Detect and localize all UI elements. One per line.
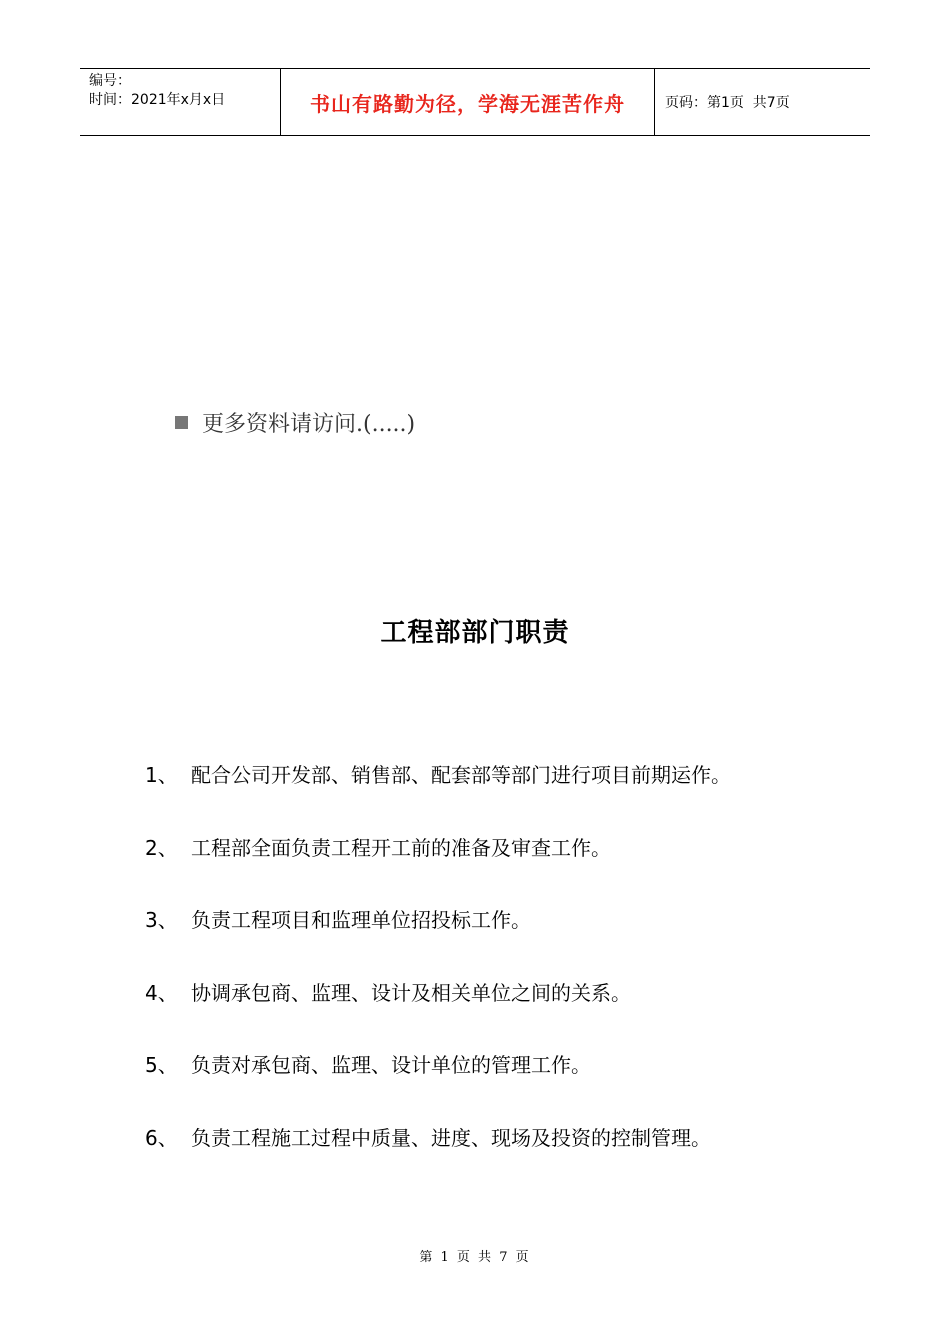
list-item-text: 负责对承包商、监理、设计单位的管理工作。 [191, 1053, 591, 1077]
list-item-number: 6、 [145, 1125, 178, 1150]
list-item [145, 978, 731, 1051]
list-item-number: 3、 [145, 908, 178, 932]
page-info-text: 页码：第1页 共7页 [665, 95, 790, 111]
list-item-text: 协调承包商、监理、设计及相关单位之间的关系。 [191, 980, 631, 1005]
notice-text: 更多资料请访问.(.....) [202, 412, 416, 437]
list-item-number: 5、 [145, 1053, 178, 1077]
time-label: 时间：2021年x月x日 [89, 92, 226, 108]
page-footer: 第 1 页 共 7 页 [419, 1250, 531, 1265]
list-item-number: 1、 [145, 763, 178, 787]
header-page-info [655, 69, 870, 135]
page-header [80, 68, 870, 136]
list-item-text: 负责工程项目和监理单位招投标工作。 [191, 908, 531, 932]
list-item [145, 833, 731, 906]
list-item-number: 2、 [145, 835, 178, 860]
list-item-text: 配合公司开发部、销售部、配套部等部门进行项目前期运作。 [191, 763, 731, 787]
list-item-text: 负责工程施工过程中质量、进度、现场及投资的控制管理。 [191, 1125, 711, 1150]
header-motto: 书山有路勤为径，学海无涯苦作舟 [281, 69, 655, 135]
list-item-text: 工程部全面负责工程开工前的准备及审查工作。 [191, 835, 611, 860]
serial-label: 编号： [89, 73, 131, 89]
list-item [145, 905, 731, 978]
list-item [145, 1050, 731, 1123]
more-info-notice [175, 407, 415, 438]
list-item [145, 1123, 731, 1196]
document-title: 工程部部门职责 [380, 618, 570, 648]
square-bullet-icon [175, 416, 188, 429]
header-meta [80, 69, 281, 135]
list-item [145, 760, 731, 833]
duty-list [145, 760, 731, 1195]
list-item-number: 4、 [145, 980, 178, 1005]
